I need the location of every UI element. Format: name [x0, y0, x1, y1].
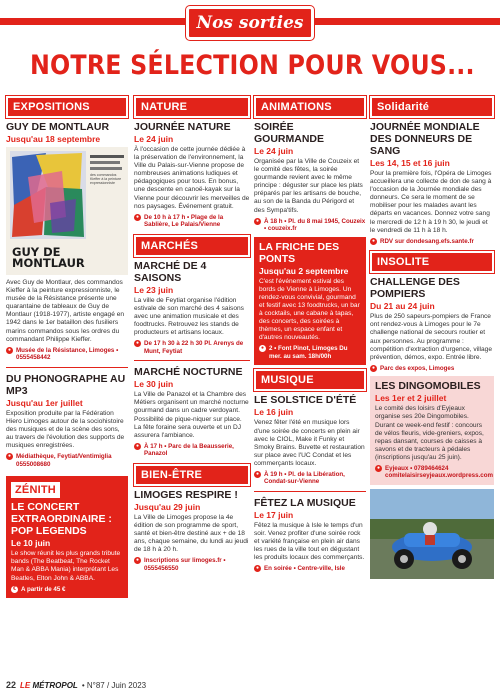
bienetre-title: LIMOGES RESPIRE !	[134, 488, 238, 501]
location-icon: ●	[7, 453, 12, 460]
link-icon: ●	[135, 557, 140, 564]
artwork-name	[12, 247, 128, 269]
musique-title: LE SOLSTICE D'ÉTÉ	[254, 394, 357, 407]
location-icon: ●	[376, 464, 381, 471]
insolite-title: CHALLENGE DES POMPIERS	[370, 276, 460, 301]
friche-text: C'est l'événement estival des bords de Vienne à Limoges. Un rendez-vous convivial, gourmand et festif avec 13 foodtrucks, un bar à cocktails, une cabane à tapas, des concerts, des soirées à thèmes, un espace enfant et d'autres nouveautés.	[259, 277, 360, 342]
ticket-icon: €	[11, 586, 18, 593]
fete-date: Le 17 juin	[254, 509, 294, 520]
category-bien-etre: BIEN-ÊTRE	[134, 464, 250, 486]
phono-title: DU PHONOGRAPHE AU MP3	[6, 372, 126, 397]
bienetre-text: La Ville de Limoges propose la 4e édition de son programme de sport, santé et bien-être destiné aux + de 18 ans, chaque semaine, du lundi au jeudi de 18 h à 20 h.	[134, 513, 249, 554]
location-icon: ●	[7, 346, 12, 353]
musique-date: Le 16 juin	[254, 407, 294, 418]
dingo-text: Le comité des loisirs d'Eyjeaux organise ses 20e Dingomobiles. Durant ce week-end festif : concours de vélos fleuris, vide-greniers, expos, repas dansant, courses de caisses à savons et de tracteurs à pédales (inscriptions jusqu'au 25 juin).	[375, 405, 484, 461]
saisons-date: Le 23 juin	[134, 284, 174, 295]
zenith-text: Le show réunit les plus grands tribute bands (The Beatbeat, The Rocket Man & ABBA Mania) interprétant Les Beatles, Elton John & ABBA.	[11, 550, 121, 582]
zenith-box	[6, 476, 128, 598]
clock-icon: ●	[255, 565, 260, 572]
phono-info: ● Médiathèque, Feytiat/Ventimiglia 0555008680	[7, 453, 112, 468]
column-1	[6, 96, 128, 602]
nature-date: Le 24 juin	[134, 134, 174, 144]
expo-date: Jusqu'au 18 septembre	[6, 134, 101, 144]
solid-info: ● RDV sur dondesang.efs.sante.fr	[371, 237, 474, 245]
zenith-title: LE CONCERT EXTRAORDINAIRE : POP LEGENDS	[11, 501, 112, 538]
anim-info: ● À 18 h • Pl. du 8 mai 1945, Couzeix • couzeix.fr	[255, 217, 366, 233]
expo-title: GUY DE MONTLAUR	[6, 121, 110, 133]
friche-date: Jusqu'au 2 septembre	[259, 265, 349, 276]
solid-title: JOURNÉE MONDIALE DES DONNEURS DE SANG	[370, 121, 480, 157]
musique-text: Venez fêter l'été en musique lors d'une soirée de concerts en plein air avec le CIOL, Make it Funky et Smoky Brains. Buvette et restauration sur place avec l'UC Condat et les commerçants locaux.	[254, 419, 365, 467]
column-2	[134, 96, 250, 572]
page-number: 22	[6, 680, 17, 690]
nocturne-info: ● À 17 h • Parc de la Beausserie, Panazol	[135, 442, 234, 458]
anim-date: Le 24 juin	[254, 146, 294, 156]
phono-text: Exposition produite par la Fédération Hiero Limoges autour de la sociohistoire des musiques et de la scène des sons, au travers de l'évolution des supports de musiques enregistrées.	[6, 409, 125, 450]
category-zenith: ZÉNITH	[11, 482, 60, 498]
nocturne-title: MARCHÉ NOCTURNE	[134, 366, 243, 379]
expo-info: ● Musée de la Résistance, Limoges • 0555458442	[7, 346, 119, 362]
category-animations: ANIMATIONS	[254, 96, 366, 118]
race-car-photo	[370, 489, 494, 579]
insolite-info: ● Parc des expos, Limoges	[371, 364, 455, 372]
friche-info: ● 2 • Font Pinot, Limoges Du mer. au sam. 18h/00h	[260, 345, 348, 360]
zenith-info: € A partir de 45 €	[11, 586, 123, 594]
musique-info: ● À 19 h • Pl. de la Libération, Condat-sur-Vienne	[255, 470, 345, 486]
expo-text: Avec Guy de Montlaur, des commandos Kieffer à la peinture expressionniste, le musée de la Résistance présente une quarantaine de tableaux de Guy de Montlaur (1918-1977), artiste engagé en 1942 dans le 1er bataillon des fusiliers marins commandos sous les ordres du commandant Philippe Kieffer.	[6, 279, 125, 343]
dingo-photo	[370, 489, 494, 579]
clock-icon: ●	[255, 217, 260, 224]
divider	[134, 360, 250, 361]
category-marches: MARCHÉS	[134, 235, 250, 257]
bienetre-info: ● Inscriptions sur limoges.fr • 0555456550	[135, 557, 226, 572]
solid-date: Les 14, 15 et 16 juin	[370, 158, 450, 168]
dingo-box	[370, 376, 494, 485]
insolite-text: Plus de 250 sapeurs-pompiers de France ont rendez-vous à Limoges pour le 7e challenge national de secours routier et aux personnes. Au programme : compétition d'extraction d'urgence, village prévention, démos, expo. Entrée libre.	[370, 313, 493, 361]
artwork-name-line1: GUY DE	[12, 245, 61, 259]
dingo-title: LES DINGOMOBILES	[375, 380, 481, 393]
banner-tag	[186, 6, 314, 40]
artwork-caption: des commandos Kieffer à la peinture expressionniste	[90, 173, 122, 186]
page-footer	[6, 680, 146, 690]
zenith-date: Le 10 juin	[11, 538, 51, 549]
column-4	[370, 96, 494, 579]
divider	[254, 491, 366, 492]
nocturne-date: Le 30 juin	[134, 379, 174, 390]
location-icon: ●	[371, 364, 376, 371]
solid-text: Pour la première fois, l'Opéra de Limoges accueillera une collecte de don de sang à l'occasion de la Journée mondiale des donneurs. Ce sera le moment de se mobiliser pour les malades avant les départs en vacances. Donnez votre sang le mercredi de 12 h à 19 h 30, le jeudi et le vendredi de 11 h à 18 h.	[370, 170, 492, 234]
brand-logo: LE MÉTROPOL	[20, 680, 78, 690]
dingo-info: ● Eyjeaux • 0789464624 comitelaisirseyjeaux.wordpress.com	[376, 464, 493, 480]
friche-title: LA FRICHE DES PONTS	[259, 240, 340, 265]
category-nature: NATURE	[134, 96, 250, 118]
artwork-image	[6, 147, 128, 275]
location-icon: ●	[260, 345, 265, 352]
nocturne-text: La Ville de Panazol et la Chambre des Métiers organisent un marché nocturne gourmand dans un cadre verdoyant. Possibilité de pique-niquer sur place. La fête foraine sera ouverte et un DJ assurera l'ambiance.	[134, 391, 249, 439]
saisons-info: ● De 17 h 30 à 22 h 30 Pl. Arenys de Munt, Feytiat	[135, 340, 244, 355]
anim-title: SOIRÉE GOURMANDE	[254, 121, 324, 145]
link-icon: ●	[371, 237, 376, 244]
clock-icon: ●	[135, 442, 140, 449]
fete-info: ● En soirée • Centre-ville, Isle	[255, 565, 345, 573]
dingo-date: Les 1er et 2 juillet	[375, 393, 447, 404]
artwork-name-line2: MONTLAUR	[12, 256, 85, 270]
nature-title: JOURNÉE NATURE	[134, 121, 231, 133]
nature-text: À l'occasion de cette journée dédiée à la préservation de l'environnement, la Ville du Palais-sur-Vienne propose de nombreuses animations ludiques et pédagogiques pour tous. En bonus, une descente en canoë-kayak sur la Vienne pour découvrir les merveilles de nos paysages. Événement gratuit.	[134, 146, 250, 210]
category-expositions: EXPOSITIONS	[6, 96, 128, 118]
column-3	[254, 96, 366, 573]
bienetre-date: Jusqu'au 29 juin	[134, 501, 201, 512]
fete-title: FÊTEZ LA MUSIQUE	[254, 496, 356, 509]
friche-box	[254, 237, 366, 366]
issue-label: • N°87 / Juin 2023	[81, 680, 147, 690]
banner-label: Nos sorties	[196, 13, 304, 33]
phono-date: Jusqu'au 1er juillet	[6, 397, 83, 408]
category-musique: MUSIQUE	[254, 369, 366, 391]
clock-icon: ●	[255, 470, 260, 477]
insolite-date: Du 21 au 24 juin	[370, 301, 435, 312]
divider	[6, 367, 128, 368]
category-insolite: INSOLITE	[370, 251, 494, 273]
saisons-text: La ville de Feytiat organise l'édition estivale de son marché des 4 saisons avec une animation musicale et des foodtrucks. Retrouvez les stands de producteurs et artisans locaux.	[134, 296, 244, 337]
clock-icon: ●	[135, 340, 140, 347]
clock-icon: ●	[135, 213, 140, 220]
saisons-title: MARCHÉ DE 4 SAISONS	[134, 259, 207, 284]
section-banner	[0, 0, 500, 46]
fete-text: Fêtez la musique à Isle le temps d'un soir. Venez profiter d'une soirée rock et variété française en plein air dans les rues de la ville tout en dégustant les produits locaux des commerçants.	[254, 521, 365, 562]
anim-text: Organisée par la Ville de Couzeix et le comité des fêtes, la soirée gourmande revient avec le même principe : déguster sur place les plats préparés par les artisans de bouche, au son de la Banda du Périgord et des Sympa'tifs.	[254, 158, 363, 214]
page-headline: NOTRE SÉLECTION POUR VOUS...	[30, 50, 475, 81]
category-solidarite: Solidarité	[370, 96, 494, 118]
nature-info: ● De 10 h à 17 h • Plage de la Sablière, Le Palais/Vienne	[135, 213, 224, 229]
